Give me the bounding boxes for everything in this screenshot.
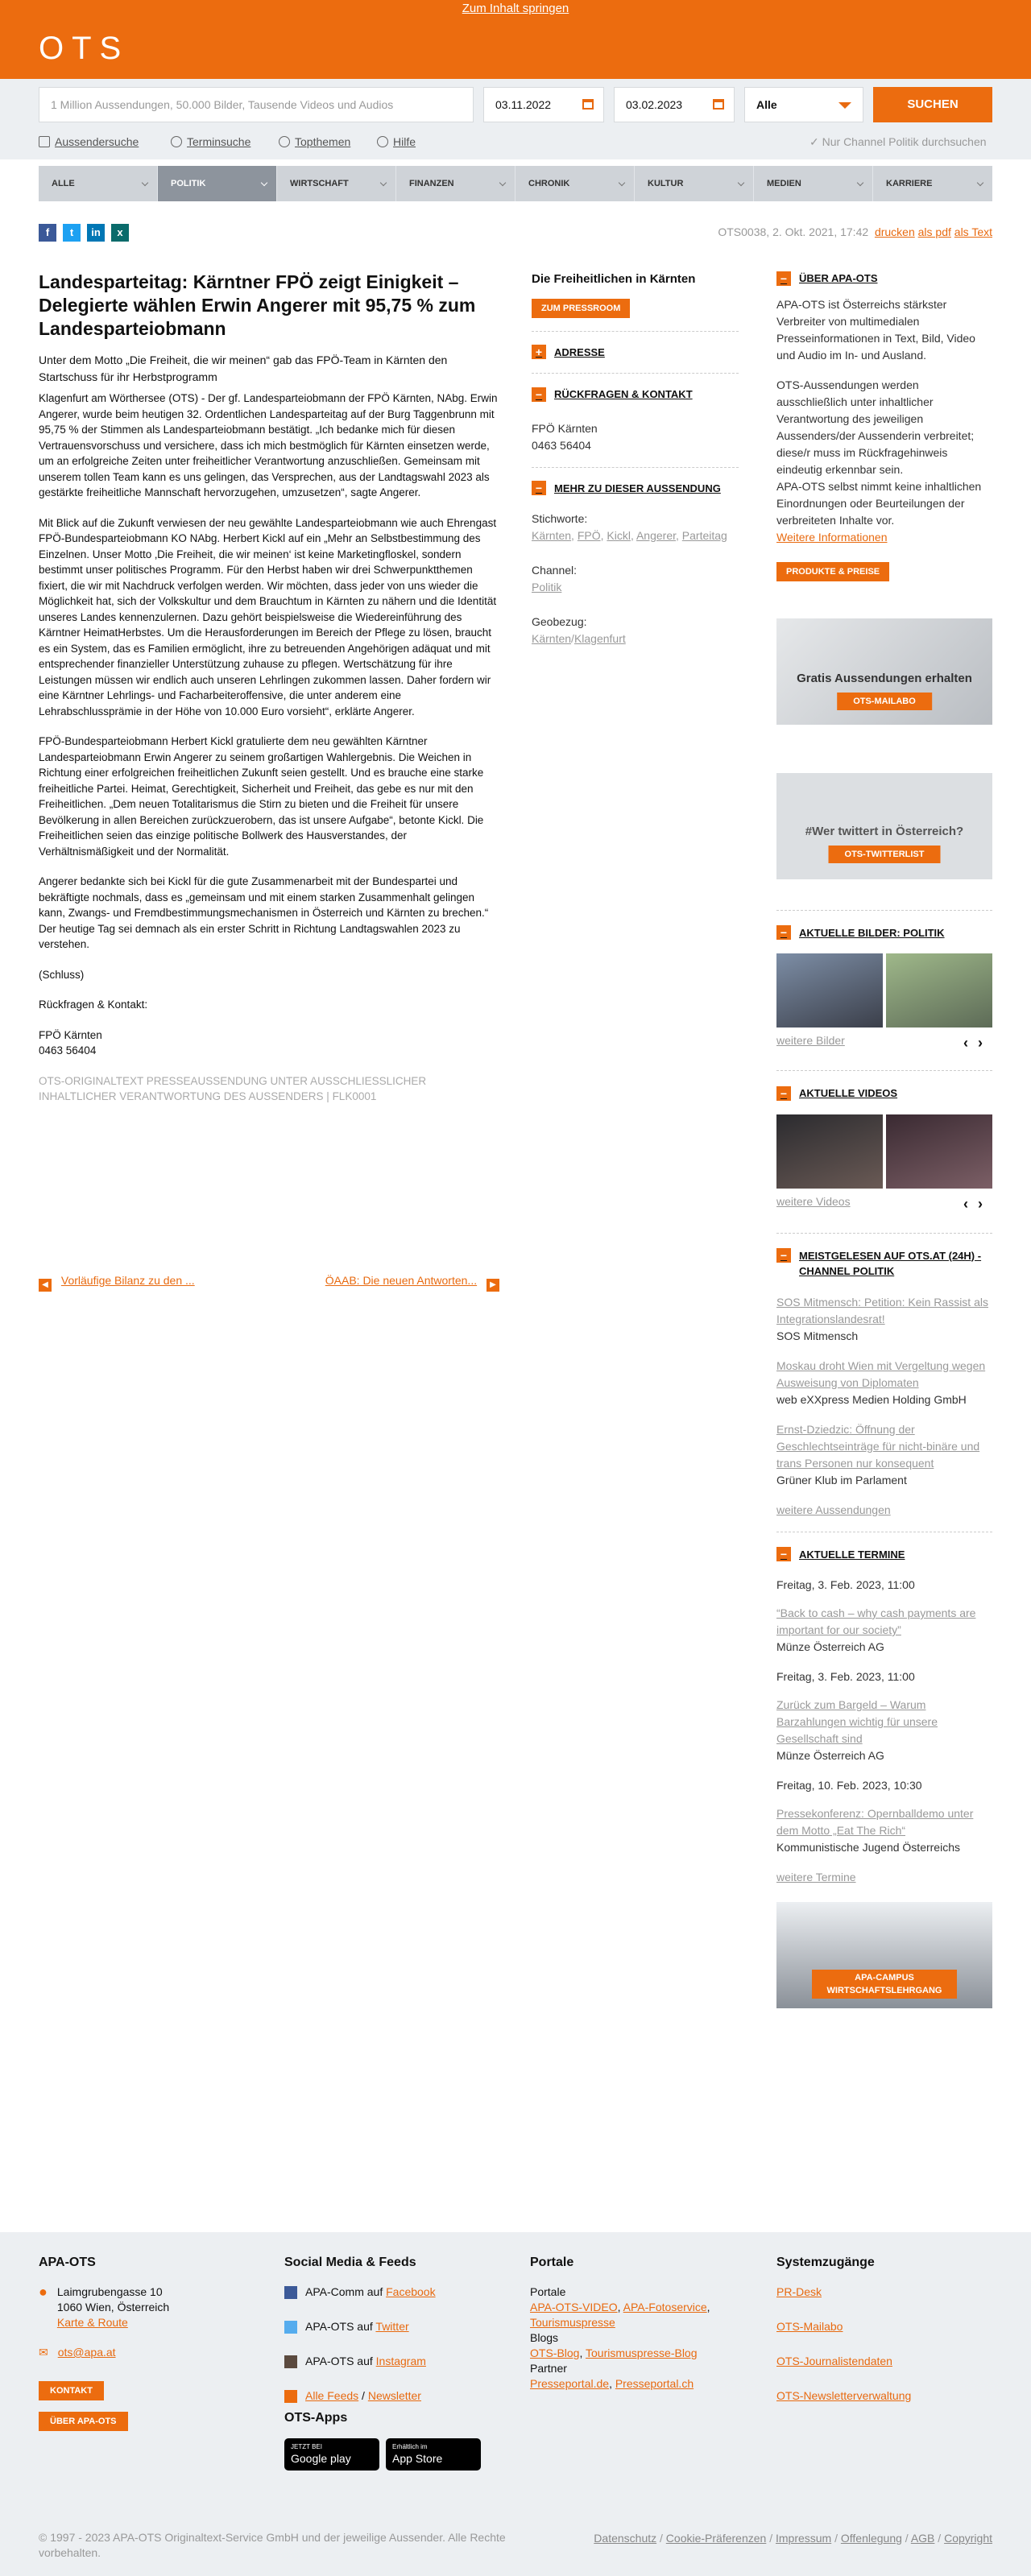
footer-heading: Social Media & Feeds [284,2256,416,2269]
nav-label: POLITIK [171,179,206,188]
campus-button[interactable]: APA-CAMPUS WIRTSCHAFTSLEHRGANG [812,1970,957,1999]
minus-icon[interactable]: − [776,1086,791,1101]
sender-name: Die Freiheitlichen in Kärnten [532,272,696,286]
twitterlist-banner-text: #Wer twittert in Österreich? [805,824,964,838]
info-icon [377,136,388,147]
gp-small: JETZT BEI [291,2443,322,2450]
portal-link[interactable]: APA-Fotoservice [623,2301,707,2313]
prev-label[interactable]: Vorläufige Bilanz zu den ... [60,1274,195,1287]
address-heading[interactable]: ADRESSE [554,345,605,358]
videos-heading[interactable]: AKTUELLE VIDEOS [799,1087,898,1099]
footer-col-social [284,2255,494,2471]
footer-col-system [776,2255,986,2404]
legal-link[interactable]: Copyright [944,2532,992,2545]
about-text: APA-OTS ist Österreichs stärkster Verbreiter von multimedialen Presseinformationen in Text, Bild, Video und Audio im In- und Ausland. [776,297,975,362]
channel-only-checkbox[interactable] [809,134,987,151]
more-section: − MEHR ZU DIESER AUSSENDUNG Stichworte: Kärnten, FPÖ, Kickl, Angerer, Parteitag Channel: Politik Geobezug: Kärnten/Klagenfurt [532,467,739,648]
date-from-value: 03.11.2022 [495,98,552,111]
chevron-down-icon [838,102,851,109]
top-topics-label[interactable]: Topthemen [295,135,351,148]
arrow-left-icon: ◀ [39,1279,52,1292]
plus-icon[interactable]: + [532,345,546,359]
date-to-value: 03.02.2023 [626,98,683,111]
keyword-link[interactable]: Kärnten [532,529,572,542]
mailabo-button[interactable]: OTS-MAILABO [837,693,932,710]
sender-sidebar [532,271,739,647]
minus-icon[interactable]: − [776,925,791,940]
minus-icon[interactable]: − [532,481,546,495]
prev-link[interactable] [39,1272,195,1292]
article-paragraph: FPÖ-Bundesparteiobmann Herbert Kickl gratulierte dem neu gewählten Kärntner Landesparteiobmann Erwin Angerer zu seinem großartigen Wahlergebnis. Die Weichen in Richtung einer erfolgreichen freiheitlichen Zukunft seien gestellt. Und es brauche eine starke freiheitliche Partei. Heimat, Gerechtigkeit, Sicherheit und Freiheit, das gebe es nur mit den Freiheitlichen. „Dem neuen Totalitarismus die Stirn zu bieten und die Freiheit für unsere Bevölkerung in allen Bereichen zurückzuerobern, das ist unsere Aufgabe“, betonte Kickl. Die Freiheitlichen seien das einzige politische Bollwerk des Hausverstandes, der Verhältnismäßigkeit und der Normalität. [39,735,484,858]
channel-only-label: Nur Channel Politik durchsuchen [822,135,987,148]
carousel-arrows-icon[interactable]: ‹› [963,1035,992,1051]
system-link[interactable]: OTS-Mailabo [776,2320,843,2333]
article-meta [718,224,992,241]
portal-link[interactable]: Tourismuspresse [530,2316,615,2329]
nav-label: ALLE [52,179,75,188]
system-link[interactable]: OTS-Newsletterverwaltung [776,2389,912,2402]
contact-button[interactable]: KONTAKT [39,2381,104,2400]
instagram-icon[interactable] [284,2355,297,2368]
chevron-down-icon [619,180,625,186]
pictures-heading[interactable]: AKTUELLE BILDER: POLITIK [799,926,945,939]
events-heading[interactable]: AKTUELLE TERMINE [799,1548,905,1561]
next-link[interactable] [325,1272,499,1292]
chevron-down-icon [142,180,148,186]
contact-heading[interactable]: RÜCKFRAGEN & KONTAKT [554,388,693,400]
more-videos-link[interactable]: weitere Videos [776,1194,851,1208]
more-pictures-link[interactable]: weitere Bilder [776,1034,845,1047]
checkmark-icon: ✓ [809,135,822,148]
event-date: Freitag, 3. Feb. 2023, 11:00 [776,1670,915,1683]
as-label: App Store [392,2452,443,2465]
portal-link[interactable]: APA-OTS-VIDEO [530,2301,618,2313]
chevron-down-icon [380,180,387,186]
ots-logo[interactable]: OTS [39,31,130,66]
xing-icon[interactable]: x [111,224,129,242]
legal-link[interactable]: AGB [910,2532,935,2545]
footer-street: Laimgrubengasse 10 [56,2285,163,2298]
most-read-heading[interactable]: MEISTGELESEN AUF OTS.AT (24H) - CHANNEL POLITIK [799,1249,982,1277]
facebook-icon[interactable] [284,2286,297,2299]
help-link[interactable] [377,134,416,151]
article-paragraph: Mit Blick auf die Zukunft verwiesen der neu gewählte Landesparteiobmann wie auch Ehrengast FPÖ-Bundesparteiobmann KO NAbg. Herbert Kickl auf ein „Mehr an Selbstbestimmung des Einzelnen. Unser Motto ‚Die Freiheit, die wir meinen‘ ist keine Marketingfloskel, sondern bestimmt unser politisches Programm. Für den Herbst haben wir drei Schwerpunktthemen fixiert, die wir mit Nachdruck verfolgen werden. Wir möchten, dass jeder von uns wieder die Möglichkeit hat, sich der Volkskultur und dem Brauchtum in Kärnten zu nähern und die Identität unseres Landes kennenzulernen. Dazu gehört beispielsweise die Wiedereinführung des Kärntner HeimatHerbstes. Um die Herausforderungen im Bereich der Pflege zu lösen, braucht es ein System, das es Familien ermöglicht, ihre zu betreuenden Angehörigen adäquat und mit entsprechender finanzieller Unterstützung zuhause zu pflegen. Wertschätzung für ihre Leistungen müssen wir endlich auch unseren Lehrlingen zukommen lassen. Daher fordern wir eine Kärntner Lehrlings- und Facharbeiteroffensive, die unter anderem eine Lehrabschlussprämie in der Höhe von 10.000 Euro vorsieht“, erklärte Angerer. [39,516,497,717]
nav-label: WIRTSCHAFT [290,179,349,188]
footer-heading: Systemzugänge [776,2256,875,2269]
right-sidebar [776,271,992,2008]
news-photo[interactable] [886,953,992,1028]
nav-item-chronik[interactable] [516,166,635,201]
arrow-right-icon: ▶ [487,1279,499,1292]
type-select-value: Alle [756,98,777,111]
partner-link[interactable]: Presseportal.ch [615,2377,694,2390]
twitter-icon[interactable]: t [63,224,81,242]
mailabo-banner[interactable] [776,618,992,725]
search-input[interactable]: 1 Million Aussendungen, 50.000 Bilder, Tausende Videos und Audios [39,87,474,122]
about-button[interactable]: ÜBER APA-OTS [39,2412,128,2431]
system-link[interactable]: OTS-Journalistendaten [776,2355,892,2367]
minus-icon[interactable]: − [776,1248,791,1263]
legal-links: Datenschutz / Cookie-Präferenzen / Impressum / Offenlegung / AGB / Copyright [594,2532,992,2545]
about-text: APA-OTS selbst nimmt keine inhaltlichen Einordnungen oder Beurteilungen der verbreiteten Inhalte vor. [776,479,982,527]
email-link[interactable]: ots@apa.at [57,2346,116,2359]
contact-org: FPÖ Kärnten [39,1028,102,1041]
chevron-down-icon [261,180,267,186]
twitter-icon[interactable] [284,2321,297,2334]
facebook-icon[interactable]: f [39,224,56,242]
nav-label: CHRONIK [528,179,570,188]
event-org: Münze Österreich AG [776,1749,884,1762]
compass-icon [279,136,290,147]
event-link[interactable]: “Back to cash – why cash payments are important for our society” [776,1606,976,1636]
legal-link[interactable]: Offenlegung [840,2532,902,2545]
search-button[interactable]: SUCHEN [873,87,992,122]
nav-item-alle[interactable] [39,166,158,201]
footer-col-apa-ots [39,2255,248,2442]
footer-heading: OTS-Apps [284,2411,348,2425]
nav-label: MEDIEN [767,179,801,188]
geo-link[interactable]: Klagenfurt [573,632,626,645]
contact-phone: 0463 56404 [532,438,591,452]
article-closing: (Schluss) [39,968,85,981]
products-button[interactable]: PRODUKTE & PREISE [776,562,889,581]
mail-icon: ✉ [39,2346,48,2359]
article [39,271,499,1104]
footer-heading: APA-OTS [39,2256,96,2269]
contact-section [532,373,739,454]
twitterlist-banner[interactable] [776,773,992,879]
skip-to-content-link[interactable]: Zum Inhalt springen [462,2,569,15]
article-lead: Unter dem Motto „Die Freiheit, die wir meinen“ gab das FPÖ-Team in Kärnten den Startschuss für ihr Herbstprogramm [39,354,448,383]
nav-item-karriere[interactable] [873,166,992,201]
chevron-down-icon [857,180,863,186]
nav-label: KARRIERE [886,179,933,188]
footer-heading: Portale [530,2256,574,2269]
chevron-down-icon [738,180,744,186]
top-header [0,0,1031,79]
separator: / [362,2389,365,2402]
sender-search-label[interactable]: Aussendersuche [55,135,139,148]
video-thumbnail[interactable] [886,1114,992,1189]
copyright: © 1997 - 2023 APA-OTS Originaltext-Service GmbH und der jeweilige Aussender. Alle Rechte vorbehalten. [39,2531,506,2559]
event-date: Freitag, 3. Feb. 2023, 11:00 [776,1578,915,1591]
video-thumbnail[interactable] [776,1114,883,1189]
app-store-badge[interactable] [386,2438,481,2471]
chevron-down-icon [977,180,983,186]
nav-item-wirtschaft[interactable] [277,166,396,201]
most-read-link[interactable]: Moskau droht Wien mit Vergeltung wegen Ausweisung von Diplomaten [776,1358,986,1389]
event-link[interactable]: Zurück zum Bargeld – Warum Barzahlungen wichtig für unsere Gesellschaft sind [776,1698,938,1745]
event-link[interactable]: Pressekonferenz: Opernballdemo unter dem Motto „Eat The Rich“ [776,1807,974,1837]
address-section[interactable] [532,331,739,361]
article-paragraph: Klagenfurt am Wörthersee (OTS) - Der gf. Landesparteiobmann der FPÖ Kärnten, NAbg. Erwin Angerer, wurde beim heutigen 32. Ordentlichen Landesparteitag auf der Burg Taggenbrunn mit 95,75 % der Stimmen als Landesparteiobmann bestätigt. „Ich bedanke mich für diesen Vertrauensvorschuss und versichere, dass ich mich bestmöglich für Kärnten einsetzen werde, um an erfolgreiche Zeiten unter freiheitlicher Verantwortung anzuschließen. Gemeinsam mit unserem tollen Team kann es uns gelingen, das Versprechen, aus der Landtagswahl 2023 als gestärkte freiheitliche Mannschaft hervorzugehen, umzusetzen“, sagte Angerer. [39,392,498,498]
nav-item-kultur[interactable] [635,166,754,201]
most-read-org: web eXXpress Medien Holding GmbH [776,1392,967,1406]
more-info-link[interactable]: Weitere Informationen [776,530,888,544]
location-pin-icon: ● [39,2284,48,2300]
blogs-label: Blogs [530,2331,559,2344]
ots-disclaimer: OTS-ORIGINALTEXT PRESSEAUSSENDUNG UNTER AUSSCHLIESSLICHER INHALTLICHER VERANTWORTUNG DES AUSSENDERS | FLK0001 [39,1074,427,1102]
keywords-label: Stichworte: [532,512,588,525]
type-select[interactable] [744,87,863,122]
keyword-link[interactable]: Parteitag [681,529,727,542]
most-read-link[interactable]: Ernst-Dziedzic: Öffnung der Geschlechtseinträge für nicht-binäre und trans Personen nur konsequent [776,1422,980,1470]
channel-label: Channel: [532,564,578,577]
event-org: Münze Österreich AG [776,1640,884,1653]
twitterlist-button[interactable]: OTS-TWITTERLIST [829,846,941,863]
most-read-org: SOS Mitmensch [776,1329,859,1342]
chevron-down-icon [499,180,506,186]
partner-link[interactable]: Presseportal.de [530,2377,610,2390]
pressroom-button[interactable]: ZUM PRESSROOM [532,299,630,318]
more-heading[interactable]: MEHR ZU DIESER AUSSENDUNG [554,482,721,494]
fb-prefix: APA-Comm auf [305,2285,383,2298]
facebook-link[interactable]: Facebook [386,2285,436,2298]
article-title: Landesparteitag: Kärntner FPÖ zeigt Einigkeit – Delegierte wählen Erwin Angerer mit 95,75 % zum Landesparteiobmann [39,271,476,339]
keyword-link[interactable]: FPÖ [577,529,601,542]
as-small: Erhältlich im [392,2443,428,2450]
campus-banner[interactable] [776,1902,992,2008]
building-icon [39,136,50,147]
next-label[interactable]: ÖAAB: Die neuen Antworten... [325,1274,478,1287]
instagram-link[interactable]: Instagram [375,2355,426,2367]
blog-link[interactable]: Tourismuspresse-Blog [586,2347,698,2359]
keyword-link[interactable]: Angerer [636,529,677,542]
contact-org: FPÖ Kärnten [532,421,598,435]
top-topics-link[interactable] [279,134,350,151]
nav-label: FINANZEN [409,179,454,188]
more-events-link[interactable]: weitere Termine [776,1871,856,1883]
print-link[interactable]: drucken [874,225,915,238]
footer-col-portale: Portale Portale APA-OTS-VIDEO, APA-Fotoservice, Tourismuspresse Blogs OTS-Blog, Tourismuspresse-Blog Partner Presseportal.de, Presseportal.ch [530,2255,739,2392]
prev-next [39,1272,499,1288]
geo-link[interactable]: Kärnten [532,632,572,645]
event-search-link[interactable] [171,134,251,151]
minus-icon[interactable]: − [532,387,546,402]
google-play-badge[interactable] [284,2438,379,2471]
keyword-link[interactable]: Kickl [607,529,631,542]
minus-icon[interactable]: − [776,1547,791,1561]
legal-link[interactable]: Datenschutz [594,2532,657,2545]
nav-item-finanzen[interactable] [396,166,516,201]
date-to-field[interactable] [614,87,735,122]
most-read-link[interactable]: SOS Mitmensch: Petition: Kein Rassist als Integrationslandesrat! [776,1295,988,1325]
calendar-icon[interactable] [713,99,724,110]
event-date: Freitag, 10. Feb. 2023, 10:30 [776,1779,922,1792]
calendar-icon[interactable] [582,99,594,110]
twitter-link[interactable]: Twitter [375,2320,409,2333]
share-bar [39,224,129,242]
help-label[interactable]: Hilfe [393,135,416,148]
minus-icon[interactable]: − [776,271,791,286]
legal-link[interactable]: Cookie-Präferenzen [665,2532,767,2545]
feeds-link[interactable]: Alle Feeds [305,2389,359,2402]
clock-icon [171,136,182,147]
about-text: OTS-Aussendungen werden ausschließlich unter inhaltlicher Verantwortung des jeweiligen Aussenders/der Aussenderin verbreitet; diese/r muss im Rückfragehinweis eindeutig erkennbar sein. [776,378,975,476]
gp-label: Google play [291,2452,351,2465]
nav-item-politik[interactable] [158,166,277,201]
system-link[interactable]: PR-Desk [776,2285,822,2298]
partner-label: Partner [530,2362,567,2375]
tw-prefix: APA-OTS auf [305,2320,373,2333]
nav-item-medien[interactable] [754,166,873,201]
geo-label: Geobezug: [532,615,587,628]
portale-label: Portale [530,2285,566,2298]
carousel-arrows-icon[interactable]: ‹› [963,1195,992,1212]
footer-city: 1060 Wien, Österreich [56,2301,170,2313]
news-photo[interactable] [776,953,883,1028]
rss-icon[interactable] [284,2390,297,2403]
more-releases-link[interactable]: weitere Aussendungen [776,1503,891,1516]
map-link[interactable]: Karte & Route [56,2316,128,2329]
mailabo-banner-text: Gratis Aussendungen erhalten [797,671,972,685]
contact-label: Rückfragen & Kontakt: [39,999,148,1011]
channel-link[interactable]: Politik [532,581,562,593]
newsletter-link[interactable]: Newsletter [367,2389,421,2402]
about-heading[interactable]: ÜBER APA-OTS [799,272,878,284]
text-link[interactable]: als Text [954,225,992,238]
most-read-org: Grüner Klub im Parlament [776,1473,907,1486]
sender-search-link[interactable] [39,134,139,151]
event-search-label[interactable]: Terminsuche [187,135,251,148]
legal-link[interactable]: Impressum [775,2532,832,2545]
ig-prefix: APA-OTS auf [305,2355,373,2367]
channel-nav [39,166,992,201]
article-paragraph: Angerer bedankte sich bei Kickl für die gute Zusammenarbeit mit der Bundespartei und bekräftigte nochmals, dass es „gemeinsam und mit einem starken Zusammenhalt gelingen kann, Zwangs- und Fremdbestimmungsmechanismen in Österreich und Kärnten zu brechen.“ Der heutige Tag sei demnach als ein erster Schritt in Richtung Landtagswahlen 2023 zu verstehen. [39,875,489,950]
pdf-link[interactable]: als pdf [917,225,951,238]
contact-phone: 0463 56404 [39,1044,97,1056]
release-id-date: OTS0038, 2. Okt. 2021, 17:42 [718,225,869,238]
date-from-field[interactable] [483,87,604,122]
event-org: Kommunistische Jugend Österreichs [776,1841,960,1854]
linkedin-icon[interactable]: in [87,224,105,242]
blog-link[interactable]: OTS-Blog [530,2347,580,2359]
nav-label: KULTUR [648,179,684,188]
